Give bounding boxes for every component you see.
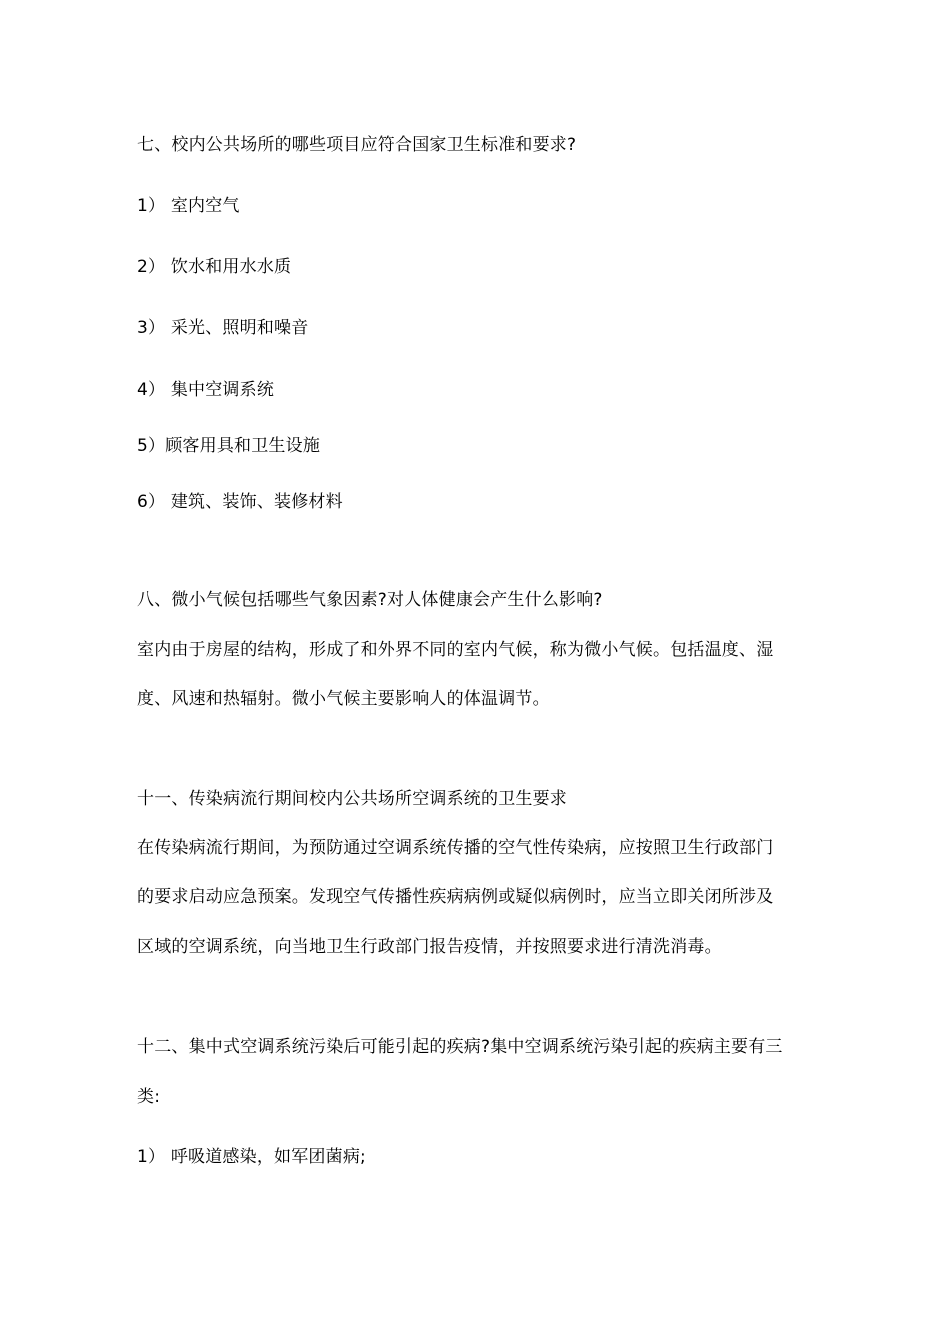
section-7-item-2: 2） 饮水和用水水质 — [137, 257, 292, 277]
section-7-item-4: 4） 集中空调系统 — [137, 380, 275, 400]
section-8-body-line-2: 度、风速和热辐射。微小气候主要影响人的体温调节。 — [137, 689, 550, 709]
section-12-heading-line-2: 类: — [137, 1087, 161, 1107]
section-8-body-line-1: 室内由于房屋的结构，形成了和外界不同的室内气候，称为微小气候。包括温度、湿 — [137, 640, 774, 660]
section-12-heading-line-1: 十二、集中式空调系统污染后可能引起的疾病?集中空调系统污染引起的疾病主要有三 — [137, 1037, 783, 1057]
section-7-item-6: 6） 建筑、装饰、装修材料 — [137, 492, 343, 512]
section-7-item-5: 5）顾客用具和卫生设施 — [137, 436, 321, 456]
section-11-body-line-1: 在传染病流行期间，为预防通过空调系统传播的空气性传染病，应按照卫生行政部门 — [137, 838, 774, 858]
section-7-heading: 七、校内公共场所的哪些项目应符合国家卫生标准和要求? — [137, 135, 577, 155]
section-8-heading: 八、微小气候包括哪些气象因素?对人体健康会产生什么影响? — [137, 590, 603, 610]
section-7-item-3: 3） 采光、照明和噪音 — [137, 318, 309, 338]
section-11-body-line-2: 的要求启动应急预案。发现空气传播性疾病病例或疑似病例时，应当立即关闭所涉及 — [137, 887, 774, 907]
section-12-item-1: 1） 呼吸道感染，如军团菌病; — [137, 1147, 366, 1167]
section-11-body-line-3: 区域的空调系统，向当地卫生行政部门报告疫情，并按照要求进行清洗消毒。 — [137, 937, 722, 957]
section-11-heading: 十一、传染病流行期间校内公共场所空调系统的卫生要求 — [137, 789, 567, 809]
section-7-item-1: 1） 室内空气 — [137, 196, 240, 216]
